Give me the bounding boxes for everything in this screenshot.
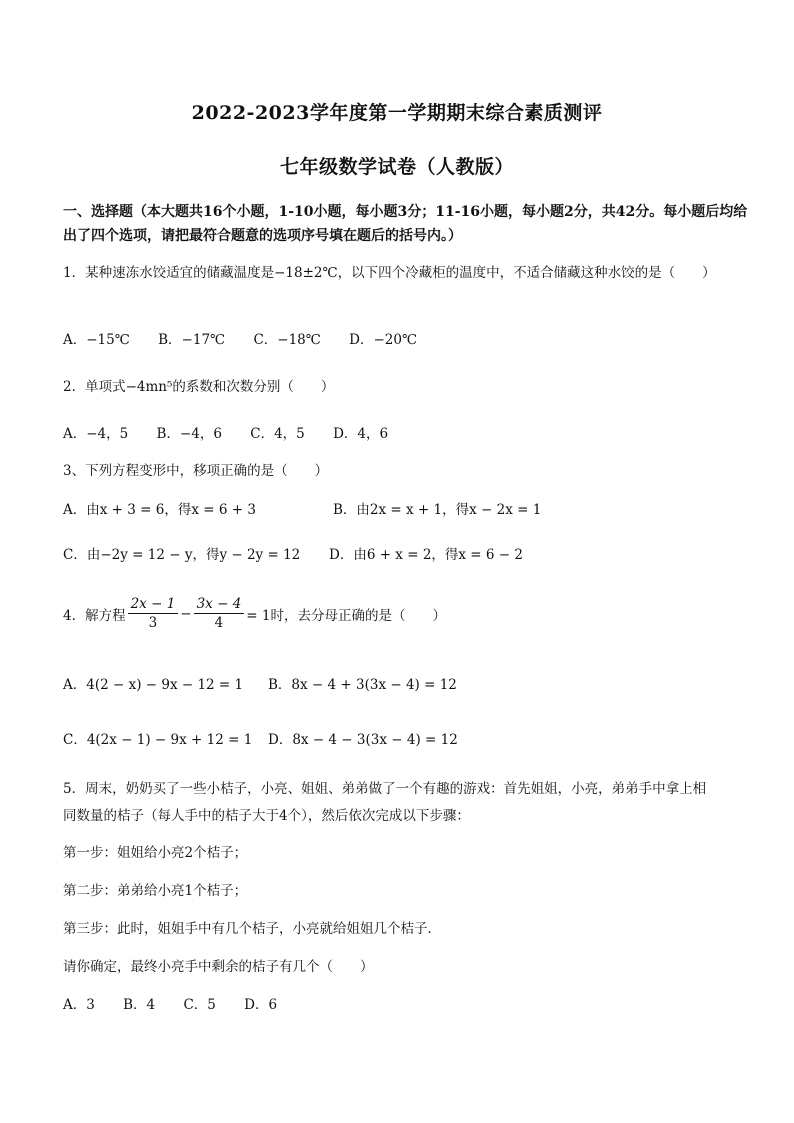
question-3-option-d: D．由6 + x = 2，得x = 6 − 2 xyxy=(329,547,523,563)
question-4-stem xyxy=(63,595,446,632)
question-5-option-d: D．6 xyxy=(244,997,278,1013)
question-1-options xyxy=(63,328,441,348)
question-4-option-c: C．4(2x − 1) − 9x + 12 = 1 xyxy=(63,732,253,748)
question-4-option-a: A．4(2 − x) − 9x − 12 = 1 xyxy=(63,677,244,693)
question-4-option-d: D．8x − 4 − 3(3x − 4) = 12 xyxy=(268,732,458,748)
question-1-stem: 1．某种速冻水饺适宜的储藏温度是−18±2℃，以下四个冷藏柜的温度中，不适合储藏这种水饺的是（ ） xyxy=(63,265,716,281)
question-4-fraction-2-numerator: 3x − 4 xyxy=(194,595,245,614)
question-5-options xyxy=(63,993,301,1013)
question-2-option-a: A．−4，5 xyxy=(63,426,129,442)
question-1-option-d: D．−20℃ xyxy=(349,332,418,348)
question-4-fraction-2-denominator: 4 xyxy=(214,615,224,631)
question-3-option-b: B．由2x = x + 1，得x − 2x = 1 xyxy=(333,502,542,518)
question-2-option-d: D．4，6 xyxy=(333,426,389,442)
question-4-fraction-1-denominator: 3 xyxy=(148,615,158,631)
question-1-option-b: B．−17℃ xyxy=(158,332,226,348)
question-5-ask: 请你确定，最终小亮手中剩余的桔子有几个（ ） xyxy=(63,959,374,975)
question-2-option-c: C．4，5 xyxy=(250,426,305,442)
question-5-option-a: A．3 xyxy=(63,997,95,1013)
question-5-step-1: 第一步：姐姐给小亮2个桔子； xyxy=(63,845,248,861)
question-4-prefix: 4．解方程 xyxy=(63,607,126,624)
question-5-stem-line-2: 同数量的桔子（每人手中的桔子大于4个），然后依次完成以下步骤： xyxy=(63,808,470,824)
section-heading: 一、选择题（本大题共16个小题，1-10小题，每小题3分；11-16小题，每小题2分，共42分。每小题后均给出了四个选项，请把最符合题意的选项序号填在题后的括号内。） xyxy=(63,204,748,244)
question-5-option-b: B．4 xyxy=(123,997,156,1013)
question-4-suffix: = 1时，去分母正确的是（ ） xyxy=(246,607,446,624)
question-1-option-c: C．−18℃ xyxy=(253,332,321,348)
exam-title: 2022-2023学年度第一学期期末综合素质测评 xyxy=(191,102,603,124)
question-1-option-a: A．−15℃ xyxy=(63,332,130,348)
question-3-stem: 3、下列方程变形中，移项正确的是（ ） xyxy=(63,463,329,479)
question-3-option-c: C．由−2y = 12 − y，得y − 2y = 12 xyxy=(63,547,301,563)
question-5-step-3: 第三步：此时，姐姐手中有几个桔子，小亮就给姐姐几个桔子． xyxy=(63,921,441,937)
question-2-options xyxy=(63,422,412,442)
question-3-option-a: A．由x + 3 = 6，得x = 6 + 3 xyxy=(63,502,256,518)
question-2-option-b: B．−4，6 xyxy=(156,426,222,442)
exam-subtitle: 七年级数学试卷（人教版） xyxy=(279,156,514,178)
question-4-fraction-1-numerator: 2x − 1 xyxy=(128,595,179,614)
question-4-minus-sign: − xyxy=(180,605,192,622)
question-5-option-c: C．5 xyxy=(183,997,216,1013)
question-5-stem-line-1: 5．周末，奶奶买了一些小桔子，小亮、姐姐、弟弟做了一个有趣的游戏：首先姐姐，小亮，弟弟手中拿上相 xyxy=(63,781,707,797)
question-2-stem: 2．单项式−4mn⁵的系数和次数分别（ ） xyxy=(63,379,335,395)
question-4-option-b: B．8x − 4 + 3(3x − 4) = 12 xyxy=(268,677,457,693)
question-4-fraction-1 xyxy=(128,595,179,632)
question-5-step-2: 第二步：弟弟给小亮1个桔子； xyxy=(63,883,248,899)
question-4-fraction-2 xyxy=(194,595,245,632)
